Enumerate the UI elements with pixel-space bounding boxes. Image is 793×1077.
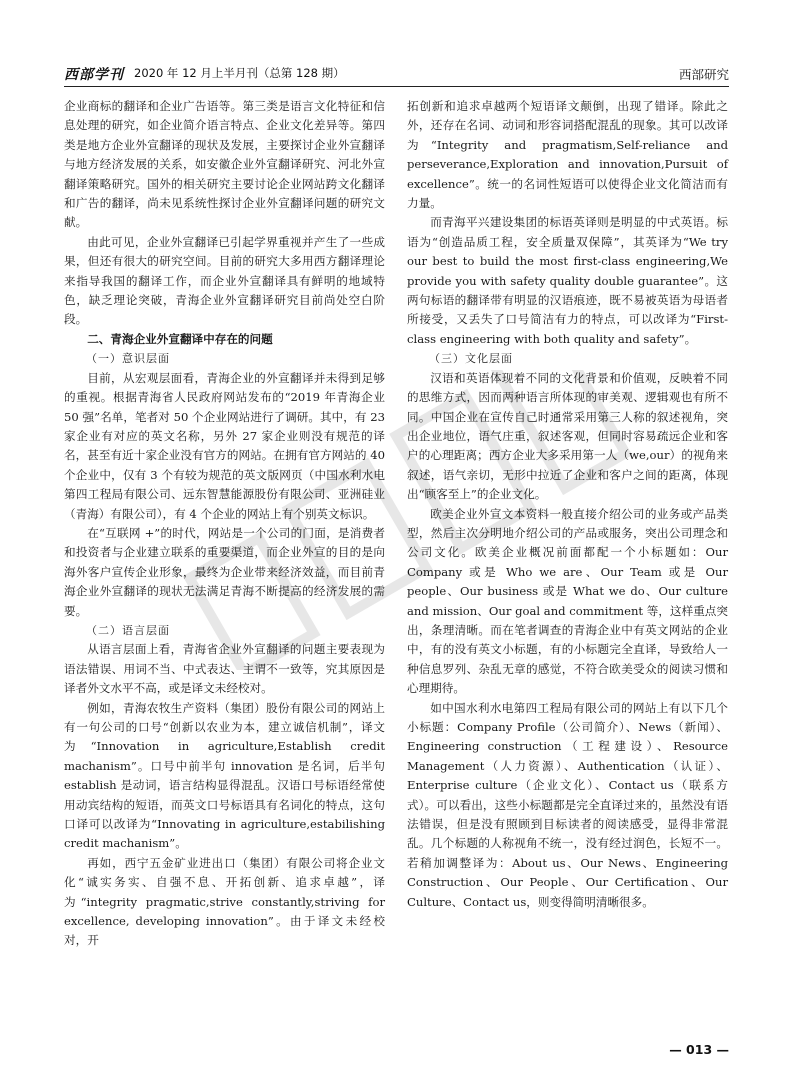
section-name: 西部研究	[678, 67, 729, 82]
paragraph: 汉语和英语体现着不同的文化背景和价值观，反映着不同的思维方式，因而两种语言所体现的审美观、逻辑观也有所不同。中国企业在宣传自己时通常采用第三人称的叙述视角，突出企业地位，语气庄重，叙述客观，但同时容易疏远企业和客户的心理距离；西方企业大多采用第一人（we,our）的视角来叙述，语气亲切，无形中拉近了企业和客户之间的距离，体现出“顾客至上”的企业文化。	[407, 370, 728, 502]
issue-info: 2020 年 12 月上半月刊（总第 128 期）	[134, 66, 345, 80]
page-number: — 013 —	[669, 1042, 729, 1057]
paragraph: 企业商标的翻译和企业广告语等。第三类是语言文化特征和信息处理的研究，如企业简介语言特点、企业文化差异等。第四类是地方企业外宣翻译的现状及发展，主要探讨企业外宣翻译与地方经济发展的关系，如安徽企业外宣翻译研究、河北外宣翻译策略研究。国外的相关研究主要讨论企业网站跨文化翻译和广告的翻译，尚未见系统性探讨企业外宣翻译问题的研究文献。	[64, 99, 385, 230]
paragraph: 欧美企业外宣文本资料一般直接介绍公司的业务或产品类型，然后主次分明地介绍公司的产品或服务，突出公司理念和公司文化。欧美企业概况前面都配一个小标题如：Our Company 或是 Who we are、Our Team 或是 Our people、Our business 或是 What we do、Our culture and mission、Our goal and commitment 等，这样重点突出，条理清晰。而在笔者调查的青海企业中有英文网站的企业中，有的没有英文小标题，有的小标题完全直译，导致给人一种信息罗列、杂乱无章的感觉，不符合欧美受众的阅读习惯和心理期待。	[407, 506, 728, 696]
subsection-heading: （一）意识层面	[86, 352, 170, 366]
section-heading: 二、青海企业外宣翻译中存在的问题	[87, 331, 273, 346]
paragraph: 再如，西宁五金矿业进出口（集团）有限公司将企业文化“诚实务实、自强不息、开拓创新、追求卓越”，译为“integrity pragmatic,strive constantly,striving for excellence, developing innovation”。由于译文未经校对，开	[64, 855, 385, 948]
paragraph: 由此可见，企业外宣翻译已引起学界重视并产生了一些成果，但还有很大的研究空间。目前的研究大多用西方翻译理论来指导我国的翻译工作，而企业外宣翻译具有鲜明的地域特色，缺乏理论突破，青海企业外宣翻译研究目前尚处空白阶段。	[64, 234, 385, 327]
journal-logo: 西部学刊	[64, 67, 124, 83]
left-column	[64, 97, 385, 951]
paragraph: 而青海平兴建设集团的标语英译则是明显的中式英语。标语为“创造品质工程，安全质量双保障”，其英译为“We try our best to build the most first-class engineering,We provide you with safety quality double guarantee”。这两句标语的翻译带有明显的汉语痕迹，既不易被英语为母语者所接受，又丢失了口号简洁有力的特点，可以改译为“First-class engineering with both quality and safety”。	[407, 215, 728, 346]
running-header	[64, 62, 729, 87]
paragraph: 如中国水利水电第四工程局有限公司的网站上有以下几个小标题：Company Profile（公司简介）、News（新闻）、Engineering construction（工程建设）、Resource Management（人力资源）、Authentication（认证）、Enterprise culture（企业文化）、Contact us（联系方式）。可以看出，这些小标题都是完全直译过来的，虽然没有语法错误，但是没有照顾到目标读者的阅读感受，显得非常混乱。几个标题的人称视角不统一，没有经过润色，长短不一。若稍加调整译为：About us、Our News、Engineering Construction、Our People、Our Certification、Our Culture、Contact us，则变得简明清晰很多。	[407, 700, 728, 909]
paragraph: 目前，从宏观层面看，青海企业的外宣翻译并未得到足够的重视。根据青海省人民政府网站发布的“2019 年青海企业 50 强”名单，笔者对 50 个企业网站进行了调研。其中，有 23 家企业有对应的英文名称，另外 27 家企业则没有规范的译名，甚至有近十家企业没有官方的网站。在拥有官方网站的 40 个企业中，仅有 3 个有较为规范的英文版网页（中国水利水电第四工程局有限公司、远东智慧能源股份有限公司、亚洲硅业（青海）有限公司），有 4 个企业的网站上有个别英文标识。	[64, 370, 385, 521]
subsection-heading: （三）文化层面	[429, 352, 513, 366]
subsection-heading: （二）语言层面	[86, 623, 170, 637]
right-column	[407, 97, 728, 912]
paragraph: 从语言层面上看，青海省企业外宣翻译的问题主要表现为语法错误、用词不当、中式表达、主谓不一致等，究其原因是译者外文水平不高，或是译文未经校对。	[64, 642, 385, 696]
paragraph: 拓创新和追求卓越两个短语译文颠倒，出现了错译。除此之外，还存在名词、动词和形容词搭配混乱的现象。其可以改译为“Integrity and pragmatism,Self-reliance and perseverance,Exploration and innovation,Pursuit of excellence”。统一的名词性短语可以使得企业文化简洁而有力量。	[407, 99, 728, 211]
paragraph: 例如，青海农牧生产资料（集团）股份有限公司的网站上有一句公司的口号“创新以农业为本，建立诚信机制”，译文为“Innovation in agriculture,Establish credit machanism”。口号中前半句 innovation 是名词，后半句 establish 是动词，语言结构显得混乱。汉语口号标语经常使用动宾结构的短语，而英文口号标语具有名词化的特点，这句口译可以改译为“Innovating in agriculture,estabilishing credit machanism”。	[64, 700, 385, 851]
paragraph: 在“互联网 +”的时代，网站是一个公司的门面，是消费者和投资者与企业建立联系的重要渠道，而企业外宣的目的是向海外客户宣传企业形象，最终为企业带来经济效益，而目前青海企业外宣翻译的现状无法满足青海不断提高的经济发展的需要。	[64, 525, 385, 618]
